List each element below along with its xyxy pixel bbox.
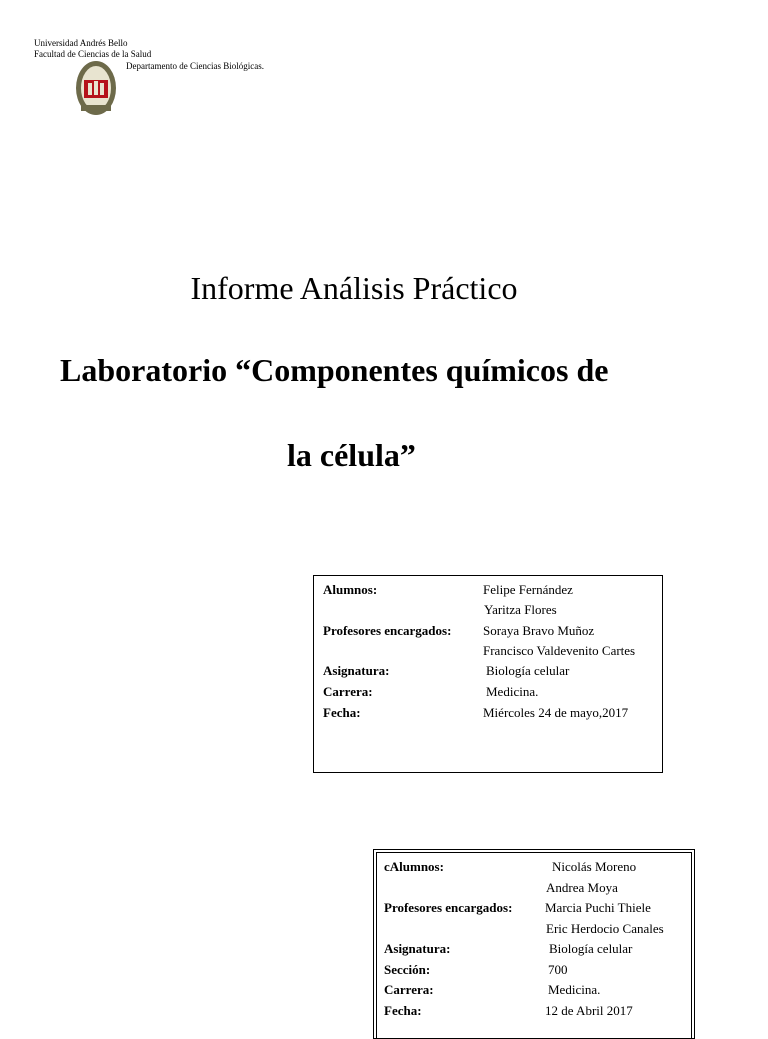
carrera-label: Carrera:: [323, 684, 373, 699]
profesor-name: Marcia Puchi Thiele: [545, 900, 651, 915]
asignatura-value: Biología celular: [549, 941, 633, 956]
asignatura-value: Biología celular: [486, 663, 570, 678]
lab-title-line2: la célula”: [287, 437, 416, 473]
alumno-name: Felipe Fernández: [483, 582, 573, 597]
carrera-value: Medicina.: [548, 982, 601, 997]
faculty-name: Facultad de Ciencias de la Salud: [34, 49, 152, 59]
info-box-1: [313, 575, 663, 773]
seccion-value: 700: [548, 962, 568, 977]
asignatura-label: Asignatura:: [384, 941, 451, 956]
alumno-name: Yaritza Flores: [484, 602, 557, 617]
report-title: Informe Análisis Práctico: [190, 270, 518, 306]
department-name: Departamento de Ciencias Biológicas.: [126, 61, 264, 71]
fecha-label: Fecha:: [323, 705, 361, 720]
lab-title-line1: Laboratorio “Componentes químicos de: [60, 352, 609, 388]
fecha-label: Fecha:: [384, 1003, 422, 1018]
fecha-value: 12 de Abril 2017: [545, 1003, 633, 1018]
alumnos-label: cAlumnos:: [384, 859, 444, 874]
alumno-name: Nicolás Moreno: [552, 859, 637, 874]
profesor-name: Soraya Bravo Muñoz: [483, 623, 595, 638]
university-name: Universidad Andrés Bello: [34, 38, 128, 48]
carrera-label: Carrera:: [384, 982, 434, 997]
alumnos-label: Alumnos:: [323, 582, 378, 597]
asignatura-label: Asignatura:: [323, 663, 390, 678]
seccion-label: Sección:: [384, 962, 431, 977]
profesor-name: Francisco Valdevenito Cartes: [483, 643, 636, 658]
university-seal-icon: [75, 60, 117, 116]
alumno-name: Andrea Moya: [546, 880, 618, 895]
info-box-2: [373, 849, 695, 1039]
fecha-value: Miércoles 24 de mayo,2017: [483, 705, 629, 720]
profesor-name: Eric Herdocio Canales: [546, 921, 664, 936]
profesores-label: Profesores encargados:: [384, 900, 513, 915]
carrera-value: Medicina.: [486, 684, 539, 699]
profesores-label: Profesores encargados:: [323, 623, 452, 638]
